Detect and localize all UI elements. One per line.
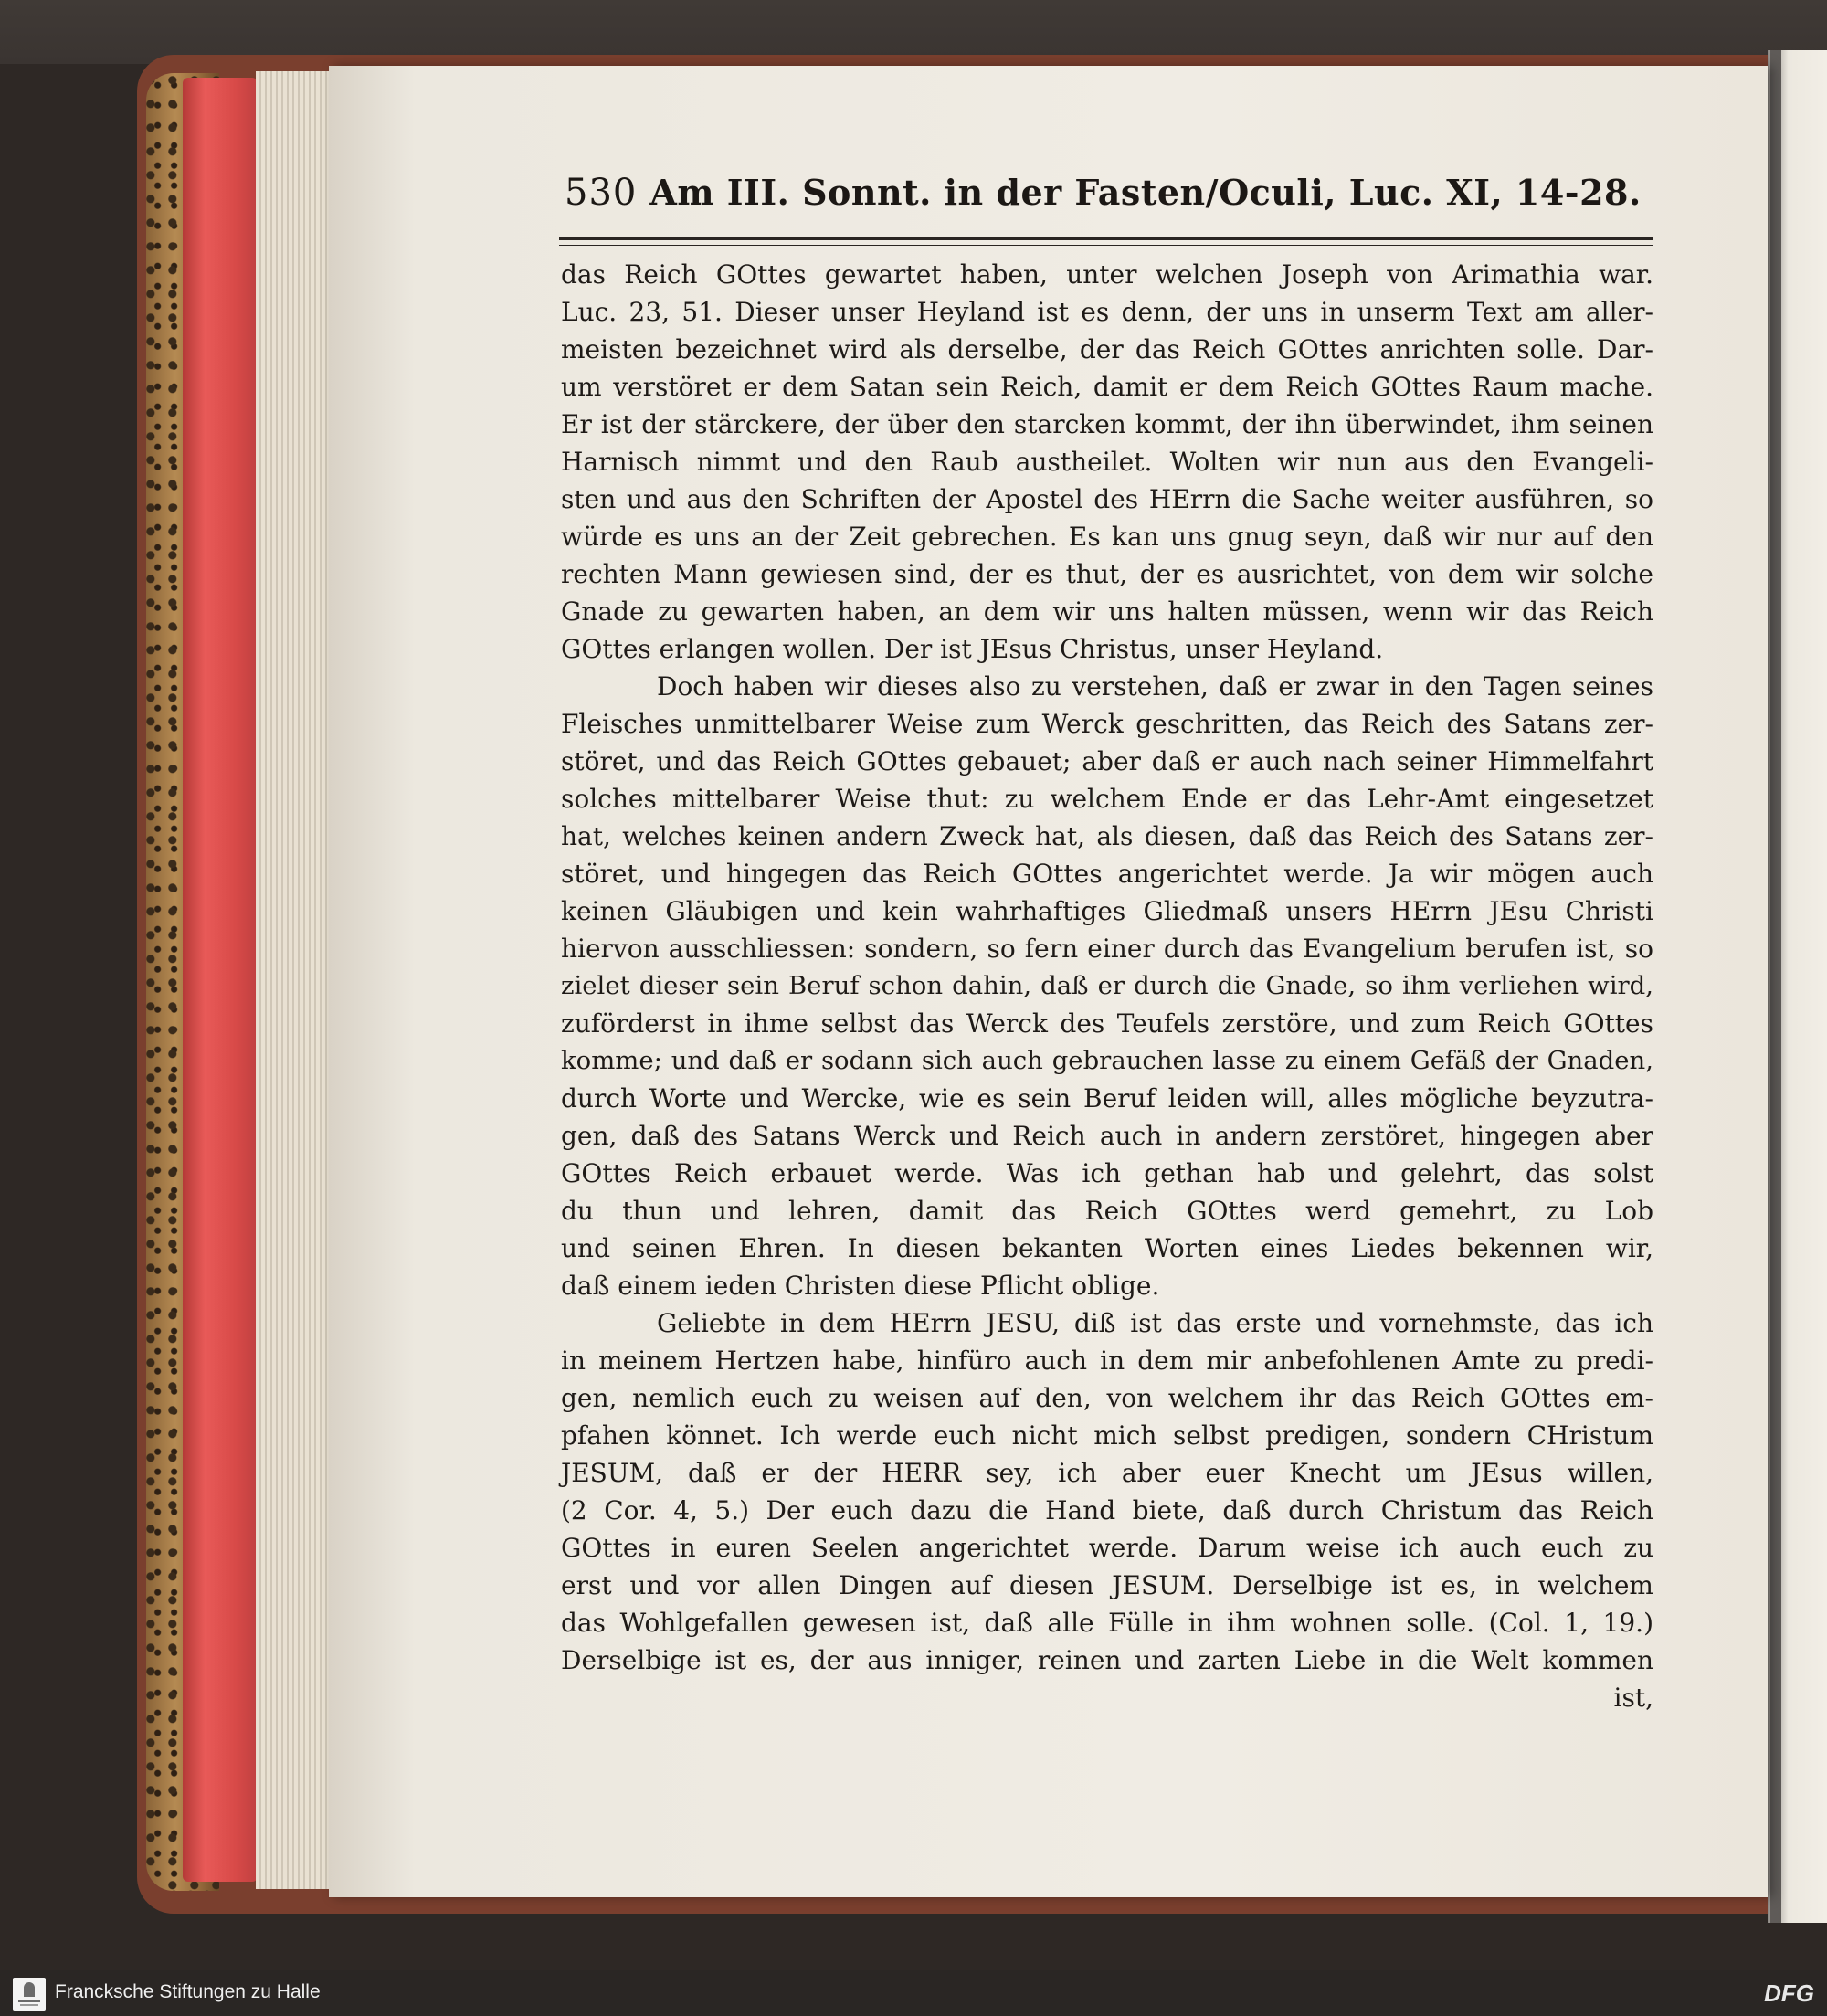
text-line: Gnade zu gewarten haben, an dem wir uns halten müssen, wenn wir das Reich xyxy=(561,596,1653,627)
header-rule xyxy=(559,237,1653,240)
text-line: rechten Mann gewiesen sind, der es thut, der es ausrichtet, von dem wir solche xyxy=(561,559,1653,589)
text-line: JESUM, daß er der HERR sey, ich aber euer Knecht um JEsus willen, xyxy=(561,1458,1653,1488)
text-line: störet, und hingegen das Reich GOttes angerichtet werde. Ja wir mögen auch xyxy=(561,859,1653,889)
text-line: komme; und daß er sodann sich auch gebrauchen lasse zu einem Gefäß der Gnaden, xyxy=(561,1046,1653,1075)
text-line: Er ist der stärckere, der über den starcken kommt, der ihn überwindet, ihm seinen xyxy=(561,409,1653,439)
text-line: GOttes Reich erbauet werde. Was ich gethan hab und gelehrt, das solst xyxy=(561,1158,1653,1188)
gutter-shadow xyxy=(1770,50,1781,1923)
text-line: (2 Cor. 4, 5.) Der euch dazu die Hand biete, daß durch Christum das Reich xyxy=(561,1495,1653,1525)
text-line: zielet dieser sein Beruf schon dahin, daß er durch die Gnade, so ihm verliehen wird, xyxy=(561,971,1653,1000)
red-page-edge xyxy=(183,78,258,1882)
viewer-footer xyxy=(0,1970,1827,2016)
dfg-logo: DFG xyxy=(1764,1979,1814,2007)
text-line: hat, welches keinen andern Zweck hat, als diesen, daß das Reich des Satans zer- xyxy=(561,821,1653,851)
text-line: Derselbige ist es, der aus inniger, reinen und zarten Liebe in die Welt kommen xyxy=(561,1645,1653,1675)
body-text xyxy=(561,256,1653,1716)
paragraph-start: Geliebte in dem HErrn JESU, diß ist das erste und vornehmste, das ich xyxy=(657,1308,1653,1338)
hymn-quote-line: du thun und lehren, damit das Reich GOttes werd gemehrt, zu Lob xyxy=(561,1196,1653,1226)
institution-logo xyxy=(13,1978,46,2011)
header-rule-thin xyxy=(559,245,1653,246)
text-line: Harnisch nimmt und den Raub austheilet. Wolten wir nun aus den Evangeli- xyxy=(561,447,1653,477)
text-line: das Wohlgefallen gewesen ist, daß alle Fülle in ihm wohnen solle. (Col. 1, 19.) xyxy=(561,1608,1653,1638)
text-line: in meinem Hertzen habe, hinfüro auch in dem mir anbefohlenen Amte zu predi- xyxy=(561,1346,1653,1376)
paragraph-start: Doch haben wir dieses also zu verstehen, daß er zwar in den Tagen seines xyxy=(657,671,1653,702)
running-title: Am III. Sonnt. in der Fasten/Oculi, Luc. XI, 14-28. xyxy=(649,172,1642,213)
page-number: 530 xyxy=(565,172,638,214)
running-header xyxy=(565,172,1650,236)
text-line: störet, und das Reich GOttes gebauet; aber daß er auch nach seiner Himmelfahrt xyxy=(561,746,1653,776)
text-line: erst und vor allen Dingen auf diesen JESUM. Derselbige ist es, in welchem xyxy=(561,1570,1653,1600)
text-line: Fleisches unmittelbarer Weise zum Werck geschritten, das Reich des Satans zer- xyxy=(561,709,1653,739)
text-line: durch Worte und Wercke, wie es sein Beruf leiden will, alles mögliche beyzutra- xyxy=(561,1083,1653,1114)
text-line: pfahen könnet. Ich werde euch nicht mich selbst predigen, sondern CHristum xyxy=(561,1420,1653,1451)
page-stack xyxy=(256,71,338,1889)
text-line: sten und aus den Schriften der Apostel des HErrn die Sache weiter ausführen, so xyxy=(561,484,1653,514)
text-line: Luc. 23, 51. Dieser unser Heyland ist es denn, der uns in unserm Text am aller- xyxy=(561,297,1653,327)
text-line: daß einem ieden Christen diese Pflicht oblige. xyxy=(561,1271,1160,1301)
text-line: meisten bezeichnet wird als derselbe, der das Reich GOttes anrichten solle. Dar- xyxy=(561,334,1653,364)
text-line: und seinen Ehren. In diesen bekanten Worten eines Liedes bekennen wir, xyxy=(561,1233,1653,1263)
text-line: würde es uns an der Zeit gebrechen. Es kan uns gnug seyn, daß wir nur auf den xyxy=(561,522,1653,552)
catchword: ist, xyxy=(1613,1683,1653,1713)
text-line: zuförderst in ihme selbst das Werck des Teufels zerstöre, und zum Reich GOttes xyxy=(561,1008,1653,1039)
text-line: hiervon ausschliessen: sondern, so fern einer durch das Evangelium berufen ist, so xyxy=(561,934,1653,964)
text-line: das Reich GOttes gewartet haben, unter welchen Joseph von Arimathia war. xyxy=(561,259,1653,290)
text-line: gen, daß des Satans Werck und Reich auch in andern zerstöret, hingegen aber xyxy=(561,1121,1653,1151)
text-line: gen, nemlich euch zu weisen auf den, von welchem ihr das Reich GOttes em- xyxy=(561,1383,1653,1413)
text-line: keinen Gläubigen und kein wahrhaftiges Gliedmaß unsers HErrn JEsu Christi xyxy=(561,896,1653,926)
text-line: um verstöret er dem Satan sein Reich, damit er dem Reich GOttes Raum mache. xyxy=(561,372,1653,402)
institution-name: Francksche Stiftungen zu Halle xyxy=(55,1981,321,2002)
text-line: solches mittelbarer Weise thut: zu welchem Ende er das Lehr-Amt eingesetzet xyxy=(561,784,1653,814)
text-line: GOttes in euren Seelen angerichtet werde. Darum weise ich auch euch zu xyxy=(561,1533,1653,1563)
text-line: GOttes erlangen wollen. Der ist JEsus Christus, unser Heyland. xyxy=(561,634,1384,664)
